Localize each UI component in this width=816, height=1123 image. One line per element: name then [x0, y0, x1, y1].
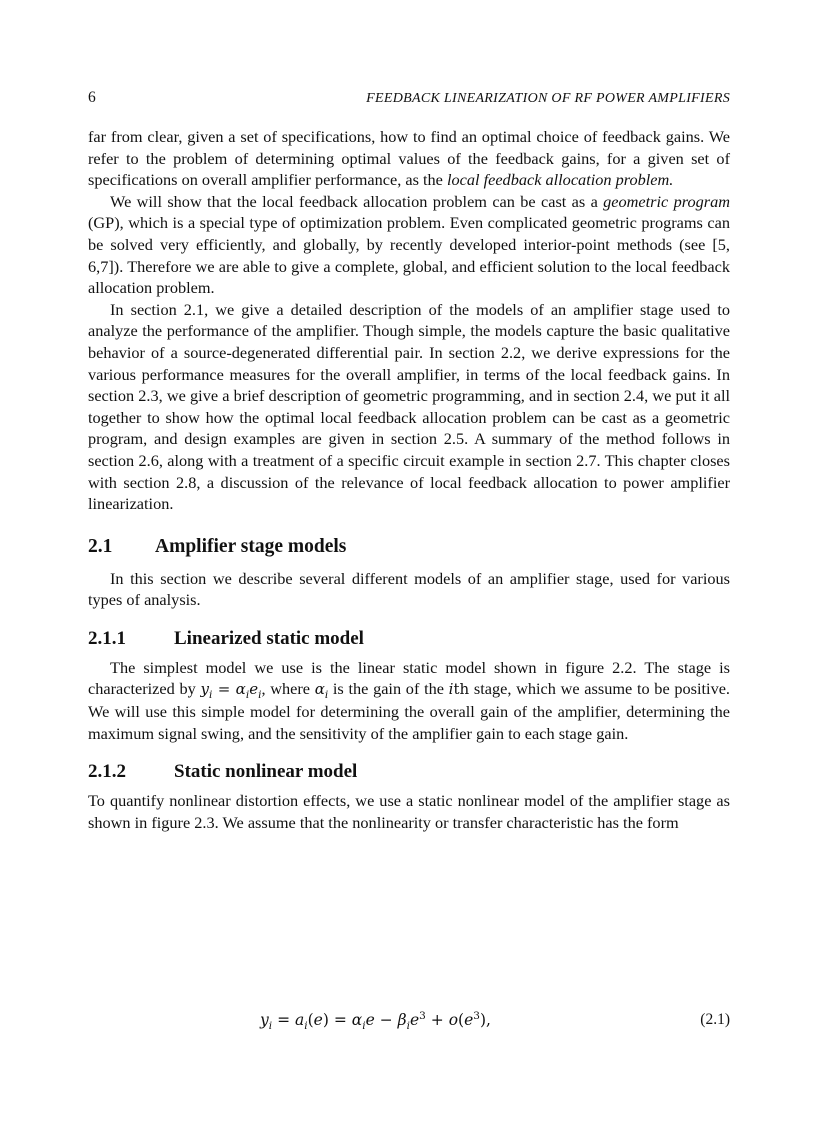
- running-header: [88, 86, 730, 112]
- intro-paragraph-1: far from clear, given a set of specifications, how to find an optimal choice of feedback gains. We refer to the problem of determining optimal values of the feedback gains, for a given set of specifications on overall amplifier performance, as the local feedback allocation problem.: [88, 127, 730, 190]
- intro-paragraph-2: We will show that the local feedback allocation problem can be cast as a geometric program (GP), which is a special type of optimization problem. Even complicated geometric programs can be solved very efficiently, and globally, by recently developed interior-point methods (see [5, 6,7]). Therefore we are able to give a complete, global, and efficient solution to the local feedback allocation problem.: [88, 191, 730, 298]
- section-title: Amplifier stage models: [155, 535, 347, 557]
- document-page: [88, 86, 730, 1086]
- section-heading-2-1: [88, 535, 730, 559]
- subsection-title: Static nonlinear model: [174, 761, 358, 783]
- term-local-feedback-allocation: local feedback allocation problem.: [446, 170, 674, 190]
- equation-2-1: [88, 1011, 730, 1035]
- intro-paragraph-3: In section 2.1, we give a detailed description of the models of an amplifier stage used to analyze the performance of the amplifier. Though simple, the models capture the basic qualitative behavior of a source-degenerated differential pair. In section 2.2, we derive expressions for the various performance measures for the overall amplifier, in terms of the local feedback gains. In section 2.3, we give a brief description of geometric programming, and in section 2.4, we put it all together to show how the optimal local feedback allocation problem can be cast as a geometric program, and design examples are given in section 2.5. A summary of the method follows in section 2.6, along with a treatment of a specific circuit example in section 2.7. This chapter closes with section 2.8, a discussion of the relevance of local feedback allocation to power amplifier linearization.: [88, 299, 730, 514]
- body-text: [88, 126, 730, 833]
- term-geometric-program: geometric program: [603, 191, 730, 211]
- section-number: 2.1: [88, 535, 113, 557]
- running-title: FEEDBACK LINEARIZATION OF RF POWER AMPLIFIERS: [366, 91, 730, 106]
- subsection-heading-2-1-1: [88, 627, 730, 651]
- equation-number: (2.1): [700, 1011, 730, 1028]
- section-2-1-1-paragraph: The simplest model we use is the linear static model shown in figure 2.2. The stage is characterized by $y_i = \alpha_ie_i$, where $\alpha_i$ is the gain of the ith stage, which we assume to be positive. We will use this simple model for determining the overall gain of the amplifier, determining the maximum signal swing, and the sensitivity of the amplifier gain to each stage gain.: [88, 657, 731, 743]
- inline-math-stage-model: $y_i = \alpha_ie_i$: [200, 680, 262, 702]
- equation-body: $y_i = a_i(e) = \alpha_ie - \beta_ie^3 + o(e^3)$,: [260, 1009, 491, 1033]
- subsection-number: 2.1.1: [88, 627, 126, 649]
- page-number: 6: [88, 89, 96, 106]
- section-2-1-2-paragraph: To quantify nonlinear distortion effects, we use a static nonlinear model of the amplifier stage as shown in figure 2.3. We assume that the nonlinearity or transfer characteristic has the form: [88, 791, 730, 832]
- inline-math-alpha-i: $\alpha_i$: [314, 680, 329, 702]
- inline-math-ith: ith: [448, 680, 470, 699]
- subsection-heading-2-1-2: [88, 760, 730, 784]
- subsection-number: 2.1.2: [88, 761, 126, 783]
- subsection-title: Linearized static model: [174, 627, 364, 649]
- section-2-1-paragraph: In this section we describe several different models of an amplifier stage, used for various types of analysis.: [88, 568, 730, 610]
